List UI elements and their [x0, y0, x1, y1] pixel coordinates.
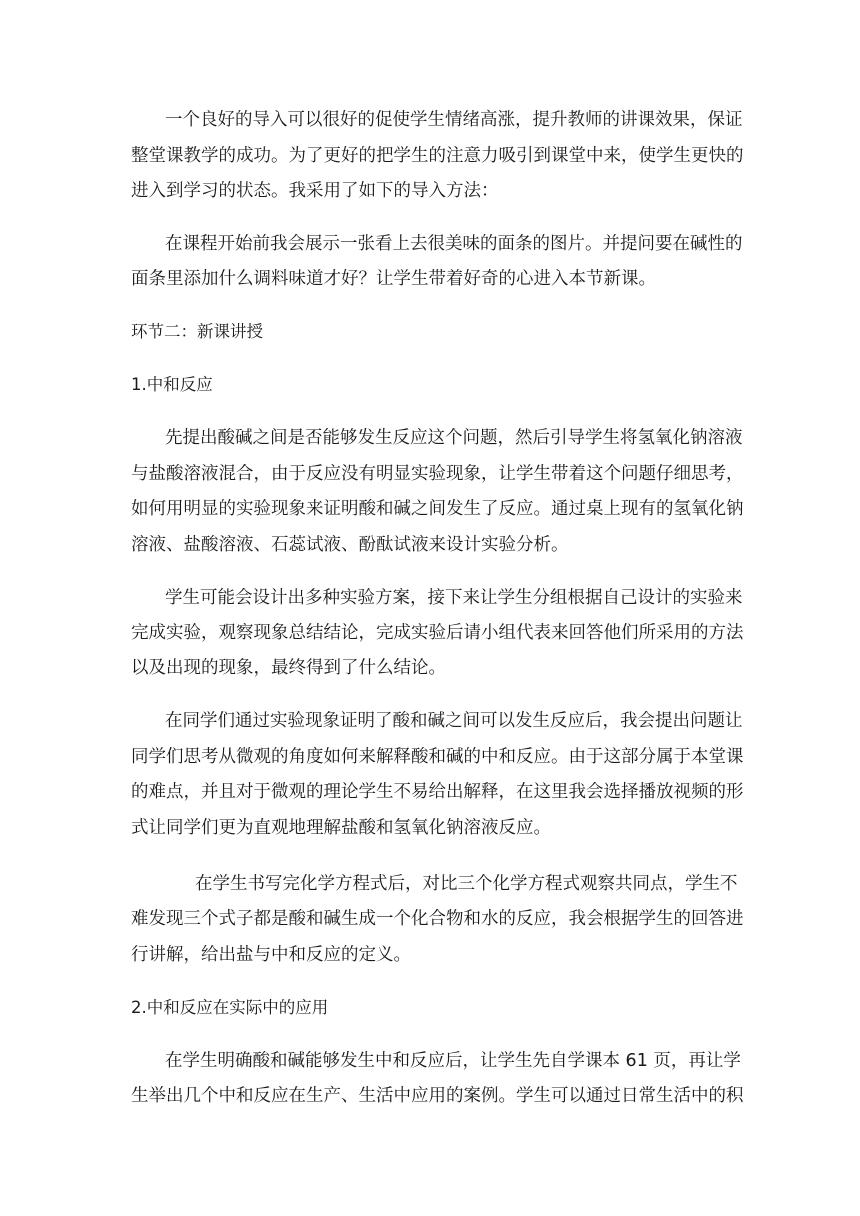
neutral-1-line-2: 与盐酸溶液混合，由于反应没有明显实验现象，让学生带着这个问题仔细思考， [131, 464, 744, 484]
application-line-1: 在学生明确酸和碱能够发生中和反应后，让学生先自学课本 61 页，再让学 [165, 1051, 741, 1071]
intro-line-3: 进入到学习的状态。我采用了如下的导入方法： [131, 181, 499, 201]
neutral-3-line-4: 式让同学们更为直观地理解盐酸和氢氧化钠溶液反应。 [131, 818, 551, 838]
neutral-1-line-4: 溶液、盐酸溶液、石蕊试液、酚酞试液来设计实验分析。 [131, 535, 569, 555]
intro-line-2: 整堂课教学的成功。为了更好的把学生的注意力吸引到课堂中来，使学生更快的 [131, 146, 744, 166]
neutral-2-line-3: 以及出现的现象，最终得到了什么结论。 [131, 658, 446, 678]
intro-line-1: 一个良好的导入可以很好的促使学生情绪高涨，提升教师的讲课效果，保证 [165, 110, 743, 130]
neutral-3-line-3: 的难点，并且对于微观的理论学生不易给出解释，在这里我会选择播放视频的形 [131, 782, 744, 802]
neutral-3-line-2: 同学们思考从微观的角度如何来解释酸和碱的中和反应。由于这部分属于本堂课 [131, 747, 744, 767]
neutral-2-line-2: 完成实验，观察现象总结结论，完成实验后请小组代表来回答他们所采用的方法 [131, 623, 744, 643]
application-line-2: 生举出几个中和反应在生产、生活中应用的案例。学生可以通过日常生活中的积 [131, 1086, 744, 1106]
neutral-1-line-1: 先提出酸碱之间是否能够发生反应这个问题，然后引导学生将氢氧化钠溶液 [165, 428, 743, 448]
neutral-4-line-1: 在学生书写完化学方程式后，对比三个化学方程式观察共同点，学生不 [195, 874, 738, 894]
neutral-2-line-1: 学生可能会设计出多种实验方案，接下来让学生分组根据自己设计的实验来 [165, 588, 743, 608]
lead-in-line-1: 在课程开始前我会展示一张看上去很美味的面条的图片。并提问要在碱性的 [165, 234, 743, 254]
neutral-3-line-1: 在同学们通过实验现象证明了酸和碱之间可以发生反应后，我会提出问题让 [165, 711, 743, 731]
subheading-neutralization: 1.中和反应 [131, 375, 213, 394]
neutral-4-line-3: 行讲解，给出盐与中和反应的定义。 [131, 945, 411, 965]
subheading-application: 2.中和反应在实际中的应用 [131, 998, 329, 1017]
neutral-4-line-2: 难发现三个式子都是酸和碱生成一个化合物和水的反应，我会根据学生的回答进 [131, 909, 744, 929]
lead-in-line-2: 面条里添加什么调料味道才好？让学生带着好奇的心进入本节新课。 [131, 269, 656, 289]
neutral-1-line-3: 如何用明显的实验现象来证明酸和碱之间发生了反应。通过桌上现有的氢氧化钠 [131, 499, 744, 519]
section-two-heading: 环节二：新课讲授 [131, 322, 263, 341]
